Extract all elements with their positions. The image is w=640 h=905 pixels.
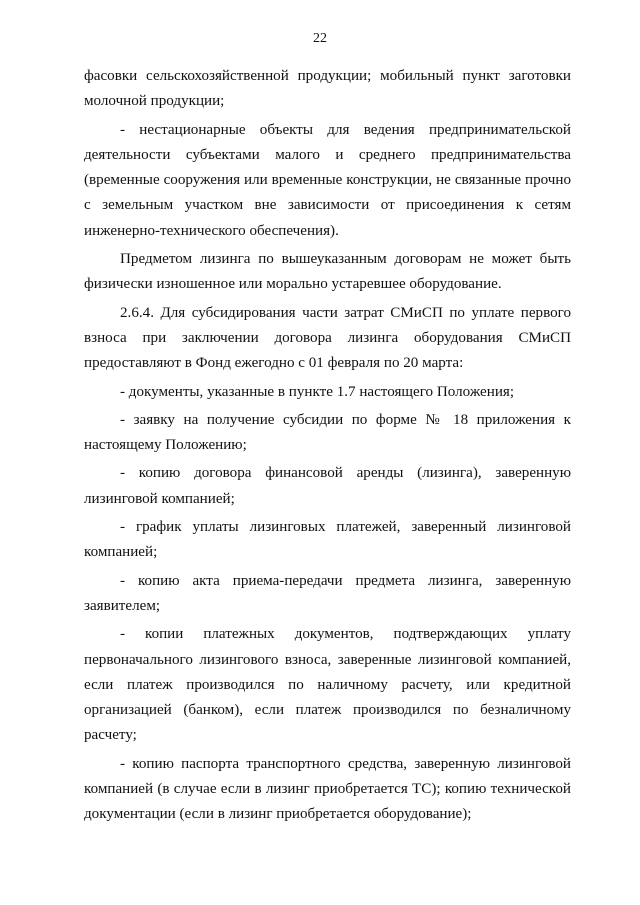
list-item-payment-documents: - копии платежных документов, подтверждающих уплату первоначального лизингового взноса, заверенные лизинговой компанией, если платеж производился по наличному расчету, или кредитной организацией (банком), если платеж производился по безналичному расчету; — [84, 626, 571, 744]
list-item-vehicle-passport: - копию паспорта транспортного средства, заверенную лизинговой компанией (в случае если в лизинг приобретается ТС); копию технической документации (если в лизинг приобретается оборудование); — [84, 755, 571, 823]
list-item-transfer-act-copy: - копию акта приема-передачи предмета лизинга, заверенную заявителем; — [84, 572, 571, 614]
list-item-payment-schedule: - график уплаты лизинговых платежей, заверенный лизинговой компанией; — [84, 519, 571, 561]
document-body — [84, 64, 571, 831]
paragraph-2-6-4: 2.6.4. Для субсидирования части затрат СМиСП по уплате первого взноса при заключении договора лизинга оборудования СМиСП предоставляют в Фонд ежегодно с 01 февраля по 20 марта: — [84, 304, 571, 372]
list-item-application: - заявку на получение субсидии по форме № 18 приложения к настоящему Положению; — [84, 411, 571, 454]
page-number: 22 — [313, 31, 327, 46]
list-item-non-stationary-objects: - нестационарные объекты для ведения предпринимательской деятельности субъектами малого и среднего предпринимательства (временные сооружения или временные конструкции, не связанные прочно с земельным участком вне зависимости от присоединения к сетям инженерно-технического обеспечения). — [84, 121, 571, 239]
list-item-lease-contract-copy: - копию договора финансовой аренды (лизинга), заверенную лизинговой компанией; — [84, 465, 571, 507]
paragraph-leasing-subject: Предметом лизинга по вышеуказанным договорам не может быть физически изношенное или морально устаревшее оборудование. — [84, 251, 571, 293]
list-item-documents: - документы, указанные в пункте 1.7 настоящего Положения; — [120, 383, 515, 400]
paragraph-continuation: фасовки сельскохозяйственной продукции; мобильный пункт заготовки молочной продукции; — [84, 68, 571, 110]
